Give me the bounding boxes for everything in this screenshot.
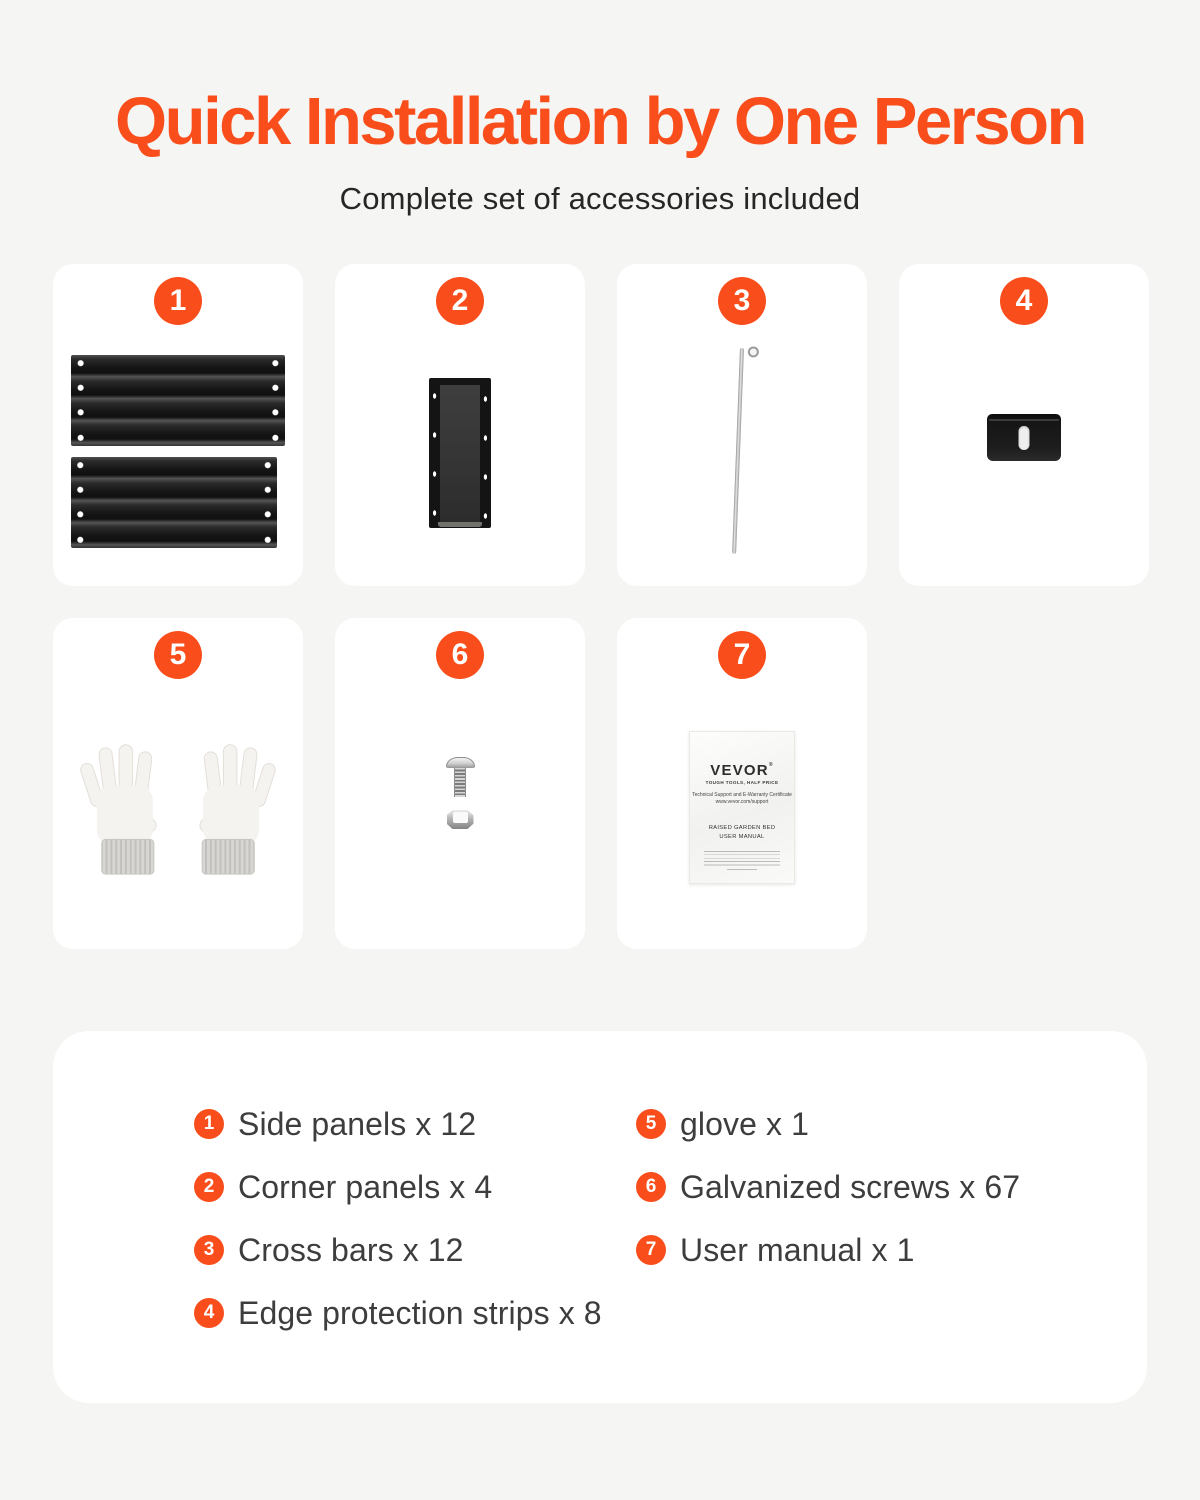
side-panel-top bbox=[71, 355, 285, 446]
header bbox=[0, 0, 1200, 217]
bolt-head bbox=[446, 757, 475, 768]
legend-item-glove bbox=[636, 1105, 1020, 1142]
page-subtitle: Complete set of accessories included bbox=[339, 181, 861, 216]
user-manual-image bbox=[617, 679, 867, 949]
card-cross-bar bbox=[617, 264, 867, 586]
legend-label: Cross bars x 12 bbox=[238, 1231, 464, 1268]
edge-protection-strip-image bbox=[899, 325, 1149, 586]
legend-bullet-4: 4 bbox=[194, 1298, 224, 1328]
manual-brand-logo: VEVOR® bbox=[710, 761, 774, 779]
card-user-manual bbox=[617, 618, 867, 949]
card-side-panels bbox=[53, 264, 303, 586]
side-panel-bottom bbox=[71, 457, 277, 548]
legend-label: Edge protection strips x 8 bbox=[238, 1294, 602, 1331]
legend-bullet-5: 5 bbox=[636, 1109, 666, 1139]
legend-item-edge-protection-strips bbox=[194, 1294, 636, 1331]
legend-label: Corner panels x 4 bbox=[238, 1168, 493, 1205]
cards-row-2 bbox=[0, 618, 1200, 949]
legend-column-left bbox=[194, 1105, 636, 1403]
cards-row-1 bbox=[0, 264, 1200, 586]
legend-bullet-2: 2 bbox=[194, 1172, 224, 1202]
legend-label: Galvanized screws x 67 bbox=[680, 1168, 1021, 1205]
item-6-badge: 6 bbox=[436, 631, 484, 679]
legend-label: glove x 1 bbox=[680, 1105, 809, 1142]
bolt-shank bbox=[454, 768, 466, 797]
legend-item-side-panels bbox=[194, 1105, 636, 1142]
legend-column-right bbox=[636, 1105, 1021, 1403]
item-3-badge: 3 bbox=[718, 277, 766, 325]
side-panels-image bbox=[53, 325, 303, 586]
card-edge-protection-strip bbox=[899, 264, 1149, 586]
legend-bullet-7: 7 bbox=[636, 1235, 666, 1265]
card-corner-panel bbox=[335, 264, 585, 586]
item-5-badge: 5 bbox=[154, 631, 202, 679]
page-title: Quick Installation by One Person bbox=[115, 84, 1085, 159]
item-1-badge: 1 bbox=[154, 277, 202, 325]
nut bbox=[447, 810, 474, 829]
legend-item-cross-bars bbox=[194, 1231, 636, 1268]
legend-bullet-1: 1 bbox=[194, 1109, 224, 1139]
manual-tagline: TOUGH TOOLS, HALF PRICE bbox=[705, 779, 779, 785]
bolt-and-nut-image bbox=[335, 679, 585, 949]
card-gloves bbox=[53, 618, 303, 949]
legend-label: Side panels x 12 bbox=[238, 1105, 477, 1142]
legend-item-user-manual bbox=[636, 1231, 1020, 1268]
manual-doc-title: RAISED GARDEN BED USER MANUAL bbox=[708, 824, 776, 840]
manual-fine-print bbox=[704, 851, 780, 866]
legend-bullet-3: 3 bbox=[194, 1235, 224, 1265]
item-7-badge: 7 bbox=[718, 631, 766, 679]
manual-cert-lines: Technical Support and E-Warranty Certificate www.vevor.com/support bbox=[692, 791, 792, 805]
item-4-badge: 4 bbox=[1000, 277, 1048, 325]
card-galvanized-screw bbox=[335, 618, 585, 949]
item-2-badge: 2 bbox=[436, 277, 484, 325]
parts-legend-panel bbox=[53, 1031, 1147, 1403]
gloves-image bbox=[53, 679, 303, 949]
corner-panel-image bbox=[335, 325, 585, 586]
legend-item-galvanized-screws bbox=[636, 1168, 1021, 1205]
legend-bullet-6: 6 bbox=[636, 1172, 666, 1202]
legend-label: User manual x 1 bbox=[680, 1231, 915, 1268]
legend-item-corner-panels bbox=[194, 1168, 636, 1205]
cross-bar-image bbox=[617, 325, 867, 586]
